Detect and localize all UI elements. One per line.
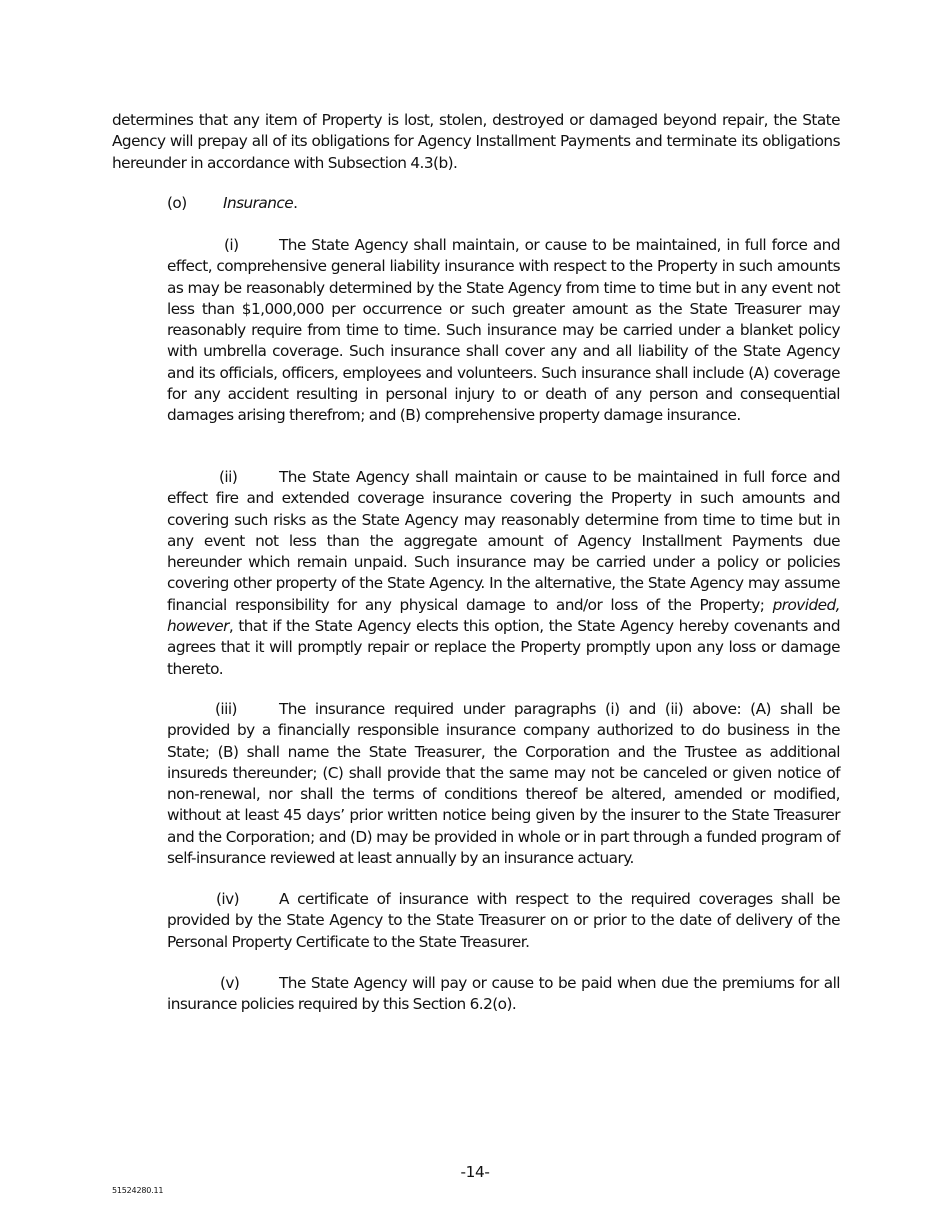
- section-heading: [167, 193, 567, 214]
- paragraph-number: (iv): [216, 890, 240, 908]
- paragraph-text: The State Agency will pay or cause to be paid when due the premiums for all insurance policies required by this Section 6.2(o).: [167, 974, 840, 1014]
- paragraph-i: [167, 235, 840, 427]
- paragraph-text: The State Agency shall maintain or cause to be maintained in full force and effect fire and extended coverage insurance covering the Property in such amounts and covering such risks as the State Agency may reasonably determine from time to time but in any event not less than the aggregate amount of Agency Installment Payments due hereunder which remain unpaid. Such insurance may be carried under a policy or policies covering other property of the State Agency. In the alternative, the State Agency may assume financial responsibility for any physical damage to and/or loss of the Property;: [167, 468, 840, 614]
- paragraph-number: (iii): [215, 700, 237, 718]
- page-number: -14-: [460, 1163, 490, 1181]
- paragraph-iii: [167, 699, 840, 869]
- paragraph-text: , that if the State Agency elects this option, the State Agency hereby covenants and agrees that it will promptly repair or replace the Property promptly upon any loss or damage thereto.: [167, 617, 840, 678]
- document-id: 51524280.11: [112, 1186, 164, 1195]
- paragraph-iv: [167, 889, 840, 953]
- paragraph-number: (ii): [219, 468, 238, 486]
- paragraph-text: A certificate of insurance with respect to the required coverages shall be provided by the State Agency to the State Treasurer on or prior to the date of delivery of the Personal Property Certificate to the State Treasurer.: [167, 890, 840, 951]
- section-label: (o): [167, 194, 187, 212]
- paragraph-number: (v): [220, 974, 240, 992]
- section-title: Insurance: [223, 194, 294, 212]
- paragraph-v: [167, 973, 840, 1016]
- section-title-suffix: .: [293, 194, 298, 212]
- intro-paragraph: determines that any item of Property is lost, stolen, destroyed or damaged beyond repair, the State Agency will prepay all of its obligations for Agency Installment Payments and terminate its obligations hereunder in accordance with Subsection 4.3(b).: [112, 111, 840, 172]
- paragraph-ii: [167, 467, 840, 680]
- paragraph-text-italic: provided, however: [167, 595, 840, 636]
- paragraph-number: (i): [224, 236, 239, 254]
- paragraph-text: The State Agency shall maintain, or cause to be maintained, in full force and effect, comprehensive general liability insurance with respect to the Property in such amounts as may be reasonably determined by the State Agency from time to time but in any event not less than $1,000,000 per occurrence or such greater amount as the State Treasurer may reasonably require from time to time. Such insurance may be carried under a blanket policy with umbrella coverage. Such insurance shall cover any and all liability of the State Agency and its officials, officers, employees and volunteers. Such insurance shall include (A) coverage for any accident resulting in personal injury to or death of any person and consequential damages arising therefrom; and (B) comprehensive property damage insurance.: [167, 236, 840, 425]
- paragraph-text: The insurance required under paragraphs (i) and (ii) above: (A) shall be provided by a financially responsible insurance company authorized to do business in the State; (B) shall name the State Treasurer, the Corporation and the Trustee as additional insureds thereunder; (C) shall provide that the same may not be canceled or given notice of non-renewal, nor shall the terms of conditions thereof be altered, amended or modified, without at least 45 days’ prior written notice being given by the insurer to the State Treasurer and the Corporation; and (D) may be provided in whole or in part through a funded program of self-insurance reviewed at least annually by an insurance actuary.: [167, 700, 840, 868]
